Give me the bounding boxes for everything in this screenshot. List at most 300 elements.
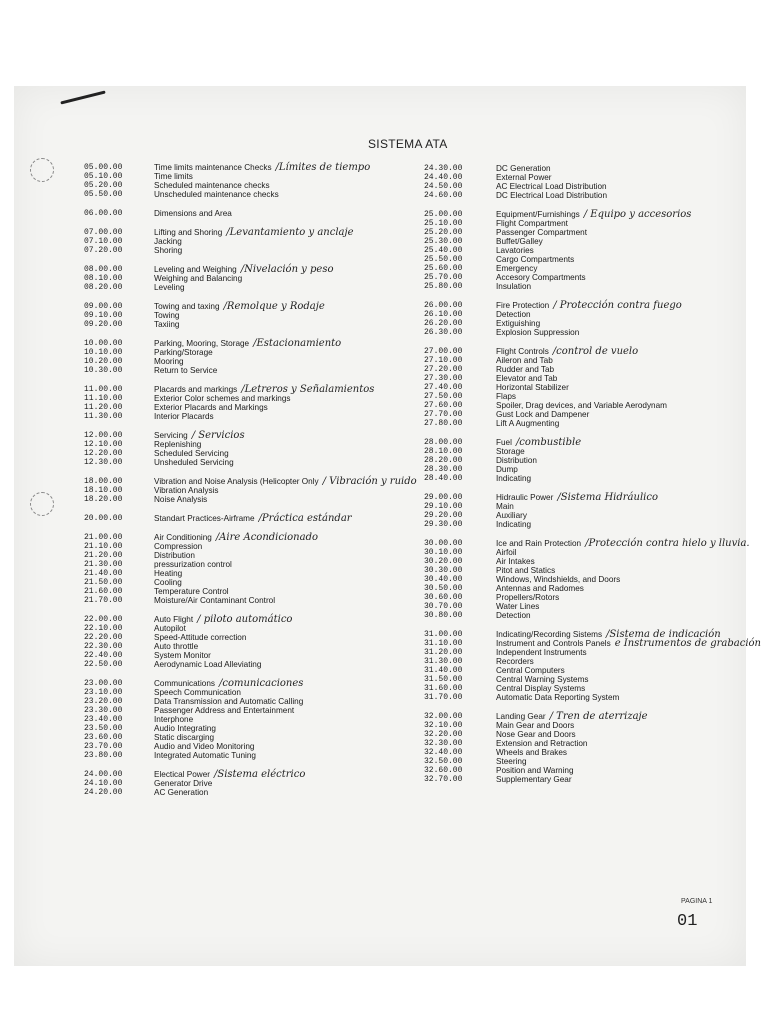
ata-label: Time limits [154, 172, 193, 181]
ata-entry-row [424, 757, 754, 766]
ata-entry-row [424, 548, 754, 557]
ata-entry-row [84, 458, 424, 467]
ata-code: 21.70.00 [84, 596, 123, 605]
ata-entry-row [84, 394, 424, 403]
ata-entry-row [84, 788, 424, 797]
ata-label: Noise Analysis [154, 495, 208, 504]
ata-code: 11.30.00 [84, 412, 123, 421]
ata-code: 28.00.00 [424, 438, 463, 447]
ata-label: Lifting and Shoring [154, 228, 223, 237]
ata-label: Towing [154, 311, 180, 320]
ata-label: Detection [496, 310, 531, 319]
ata-code: 09.10.00 [84, 311, 123, 320]
ata-code: 32.10.00 [424, 721, 463, 730]
ata-entry-row [424, 575, 754, 584]
ata-chapter-group [424, 438, 754, 483]
ata-label: Temperature Control [154, 587, 229, 596]
handwritten-note: /combustible [515, 437, 582, 448]
ata-code: 32.40.00 [424, 748, 463, 757]
ata-entry-row [84, 311, 424, 320]
ata-entry-row [424, 219, 754, 228]
ata-entry-row [84, 751, 424, 760]
ata-label: Indicating [496, 520, 532, 529]
ata-label: DC Electrical Load Distribution [496, 191, 608, 200]
ata-entry-row [424, 438, 754, 447]
ata-entry-row [424, 584, 754, 593]
ata-entry-row [424, 237, 754, 246]
ata-code: 20.00.00 [84, 514, 123, 523]
handwritten-note: / Protección contra fuego [553, 300, 682, 311]
ata-label: Central Computers [496, 666, 565, 675]
ata-code: 07.00.00 [84, 228, 123, 237]
ata-code: 31.10.00 [424, 639, 463, 648]
ata-label: Exterior Placards and Markings [154, 403, 268, 412]
ata-code: 12.30.00 [84, 458, 123, 467]
ata-label: AC Electrical Load Distribution [496, 182, 607, 191]
ata-label: Cooling [154, 578, 182, 587]
ata-entry-row [424, 210, 754, 219]
ata-code: 24.00.00 [84, 770, 123, 779]
ata-chapter-group [84, 385, 424, 421]
ata-code: 29.10.00 [424, 502, 463, 511]
handwritten-note: / Servicios [191, 430, 245, 441]
ata-code: 31.40.00 [424, 666, 463, 675]
ata-entry-row [424, 401, 754, 410]
ata-label: Unscheduled maintenance checks [154, 190, 279, 199]
ata-label: Water Lines [496, 602, 540, 611]
ata-chapter-group [424, 629, 762, 702]
ata-entry-row [84, 688, 424, 697]
handwritten-note: /Sistema Hidráulico [557, 492, 658, 503]
ata-label: Scheduled maintenance checks [154, 181, 270, 190]
ata-entry-row [84, 412, 424, 421]
ata-entry-row [84, 172, 424, 181]
ata-code: 30.50.00 [424, 584, 463, 593]
ata-label: Indicating/Recording Sistems [496, 630, 603, 639]
ata-entry-row [424, 182, 754, 191]
ata-label: Leveling [154, 283, 185, 292]
ata-code: 32.00.00 [424, 712, 463, 721]
handwritten-note: /Sistema de indicación [606, 629, 721, 640]
ata-label: Servicing [154, 431, 188, 440]
ata-entry-row [84, 715, 424, 724]
handwritten-note: /comunicaciones [218, 678, 304, 689]
ata-entry-row [84, 779, 424, 788]
ata-label: Air Conditioning [154, 533, 212, 542]
hole-punch-mark [30, 158, 54, 182]
ata-entry-row [424, 328, 754, 337]
ata-code: 24.40.00 [424, 173, 463, 182]
handwritten-note: /Aire Acondicionado [215, 532, 319, 543]
ata-label: Autopilot [154, 624, 186, 633]
ata-label: Jacking [154, 237, 182, 246]
ata-entry-row [84, 449, 424, 458]
ata-entry-row [424, 611, 754, 620]
ata-code: 30.20.00 [424, 557, 463, 566]
ata-entry-row [84, 733, 424, 742]
ata-code: 31.70.00 [424, 693, 463, 702]
ata-entry-row [424, 301, 754, 310]
handwritten-note: / Vibración y ruido [322, 476, 417, 487]
ata-entry-row [424, 319, 754, 328]
ata-code: 30.10.00 [424, 548, 463, 557]
ata-chapter-group [84, 533, 424, 605]
ata-label: Wheels and Brakes [496, 748, 567, 757]
ata-list-right-column [424, 164, 762, 794]
ata-label: Scheduled Servicing [154, 449, 229, 458]
ata-code: 23.40.00 [84, 715, 123, 724]
ata-entry-row [424, 684, 754, 693]
ata-entry-row [424, 539, 754, 548]
ata-code: 32.70.00 [424, 775, 463, 784]
ata-entry-row [424, 273, 754, 282]
ata-code: 28.10.00 [424, 447, 463, 456]
handwritten-note: / Equipo y accesorios [583, 209, 692, 220]
ata-entry-row [424, 511, 754, 520]
ata-entry-row [424, 648, 754, 657]
handwritten-note: / piloto automático [197, 614, 293, 625]
handwritten-note: /Límites de tiempo [275, 162, 371, 173]
ata-entry-row [424, 374, 754, 383]
ata-label: Buffet/Galley [496, 237, 543, 246]
ata-entry-row [424, 502, 754, 511]
ata-code: 12.00.00 [84, 431, 123, 440]
ata-code: 06.00.00 [84, 209, 123, 218]
ata-code: 07.20.00 [84, 246, 123, 255]
ata-label: Integrated Automatic Tuning [154, 751, 256, 760]
ata-label: Horizontal Stabilizer [496, 383, 569, 392]
ata-code: 27.50.00 [424, 392, 463, 401]
ata-label: Compression [154, 542, 203, 551]
ata-code: 25.30.00 [424, 237, 463, 246]
ata-label: Air Intakes [496, 557, 535, 566]
ata-code: 29.20.00 [424, 511, 463, 520]
ata-entry-row [84, 624, 424, 633]
ata-code: 18.20.00 [84, 495, 123, 504]
ata-label: Passenger Compartment [496, 228, 588, 237]
ata-label: Position and Warning [496, 766, 574, 775]
ata-entry-row [84, 385, 424, 394]
ata-chapter-group [424, 210, 754, 291]
ata-code: 30.80.00 [424, 611, 463, 620]
ata-entry-row [84, 320, 424, 329]
ata-entry-row [84, 542, 424, 551]
ata-entry-row [84, 495, 424, 504]
ata-label: DC Generation [496, 164, 551, 173]
ata-label: Recorders [496, 657, 534, 666]
ata-code: 26.20.00 [424, 319, 463, 328]
ata-label: Mooring [154, 357, 184, 366]
ata-label: Interior Placards [154, 412, 214, 421]
ata-code: 30.70.00 [424, 602, 463, 611]
ata-code: 24.50.00 [424, 182, 463, 191]
ata-code: 27.60.00 [424, 401, 463, 410]
ata-label: Automatic Data Reporting System [496, 693, 620, 702]
ata-entry-row [84, 551, 424, 560]
ata-label: Speed-Attitude correction [154, 633, 247, 642]
ata-entry-row [84, 366, 424, 375]
ata-code: 22.20.00 [84, 633, 123, 642]
handwritten-note: /Sistema eléctrico [213, 769, 306, 780]
ata-label: Auxiliary [496, 511, 527, 520]
ata-code: 30.60.00 [424, 593, 463, 602]
ata-label: Flight Compartment [496, 219, 568, 228]
ata-code: 27.40.00 [424, 383, 463, 392]
ata-code: 22.00.00 [84, 615, 123, 624]
ata-label: Storage [496, 447, 525, 456]
ata-entry-row [424, 557, 754, 566]
ata-code: 23.60.00 [84, 733, 123, 742]
ata-entry-row [84, 246, 424, 255]
ata-label: Standart Practices-Airframe [154, 514, 255, 523]
ata-label: Lift A Augmenting [496, 419, 560, 428]
ata-label: Fire Protection [496, 301, 550, 310]
handwritten-note: /Protección contra hielo y lluvia. [585, 538, 750, 549]
ata-entry-row [424, 657, 754, 666]
ata-code: 18.00.00 [84, 477, 123, 486]
ata-entry-row [424, 365, 754, 374]
ata-code: 27.20.00 [424, 365, 463, 374]
ata-entry-row [84, 587, 424, 596]
ata-label: Passenger Address and Entertainment [154, 706, 295, 715]
ata-label: Distribution [496, 456, 537, 465]
ata-label: pressurization control [154, 560, 232, 569]
handwritten-note: /Letreros y Señalamientos [241, 384, 375, 395]
ata-chapter-group [84, 431, 424, 467]
ata-code: 32.30.00 [424, 739, 463, 748]
ata-code: 22.30.00 [84, 642, 123, 651]
handwritten-note: /control de vuelo [552, 346, 639, 357]
ata-entry-row [424, 739, 754, 748]
ata-entry-row [84, 163, 424, 172]
ata-label: Detection [496, 611, 531, 620]
ata-label: Auto Flight [154, 615, 194, 624]
handwritten-note: e Instrumentos de grabación [614, 638, 762, 649]
ata-entry-row [424, 228, 754, 237]
ata-label: Main Gear and Doors [496, 721, 575, 730]
ata-entry-row [84, 403, 424, 412]
ata-label: Communications [154, 679, 215, 688]
ata-code: 21.20.00 [84, 551, 123, 560]
ata-entry-row [424, 356, 754, 365]
ata-entry-row [424, 419, 754, 428]
ata-entry-row [84, 651, 424, 660]
ata-label: Explosion Suppression [496, 328, 580, 337]
ata-entry-row [84, 486, 424, 495]
ata-label: Flight Controls [496, 347, 549, 356]
ata-code: 25.80.00 [424, 282, 463, 291]
ata-label: Supplementary Gear [496, 775, 572, 784]
ata-code: 21.50.00 [84, 578, 123, 587]
ata-label: Speech Communication [154, 688, 241, 697]
ata-code: 08.00.00 [84, 265, 123, 274]
ata-label: Audio Integrating [154, 724, 216, 733]
ata-label: Lavatories [496, 246, 534, 255]
ata-entry-row [424, 347, 754, 356]
ata-code: 09.00.00 [84, 302, 123, 311]
ata-entry-row [84, 440, 424, 449]
ata-code: 28.30.00 [424, 465, 463, 474]
ata-code: 07.10.00 [84, 237, 123, 246]
ata-entry-row [424, 693, 754, 702]
ata-label: Interphone [154, 715, 194, 724]
ata-entry-row [424, 255, 754, 264]
ata-chapter-group [84, 265, 424, 292]
ata-code: 30.30.00 [424, 566, 463, 575]
ata-label: Data Transmission and Automatic Calling [154, 697, 304, 706]
ata-code: 08.10.00 [84, 274, 123, 283]
ata-label: Replenishing [154, 440, 202, 449]
ata-entry-row [424, 675, 754, 684]
ata-entry-row [424, 246, 754, 255]
ata-label: Rudder and Tab [496, 365, 555, 374]
ata-label: Aerodynamic Load Alleviating [154, 660, 262, 669]
ata-code: 21.30.00 [84, 560, 123, 569]
ata-code: 25.40.00 [424, 246, 463, 255]
ata-label: System Monitor [154, 651, 211, 660]
ata-label: Parking/Storage [154, 348, 213, 357]
handwritten-note: /Práctica estándar [258, 513, 352, 524]
ata-label: Spoiler, Drag devices, and Variable Aerodynam [496, 401, 667, 410]
ata-entry-row [424, 721, 754, 730]
ata-code: 22.40.00 [84, 651, 123, 660]
ata-label: Main [496, 502, 514, 511]
ata-code: 05.10.00 [84, 172, 123, 181]
ata-label: Nose Gear and Doors [496, 730, 576, 739]
ata-entry-row [424, 456, 754, 465]
ata-label: Hidraulic Power [496, 493, 554, 502]
ata-label: Return to Service [154, 366, 218, 375]
ata-entry-row [84, 770, 424, 779]
ata-entry-row [84, 209, 424, 218]
ata-code: 25.60.00 [424, 264, 463, 273]
ata-code: 29.00.00 [424, 493, 463, 502]
ata-label: Audio and Video Monitoring [154, 742, 255, 751]
handwritten-note: /Levantamiento y anclaje [226, 227, 354, 238]
ata-code: 09.20.00 [84, 320, 123, 329]
ata-code: 31.20.00 [424, 648, 463, 657]
ata-chapter-group [84, 209, 424, 218]
ata-label: Time limits maintenance Checks [154, 163, 272, 172]
ata-label: Propellers/Rotors [496, 593, 560, 602]
ata-entry-row [424, 264, 754, 273]
ata-entry-row [424, 730, 754, 739]
ata-entry-row [424, 282, 754, 291]
ata-label: Indicating [496, 474, 532, 483]
ata-label: Insulation [496, 282, 532, 291]
ata-label: Central Warning Systems [496, 675, 589, 684]
ata-code: 21.10.00 [84, 542, 123, 551]
ata-code: 10.00.00 [84, 339, 123, 348]
ata-code: 23.00.00 [84, 679, 123, 688]
ata-code: 21.60.00 [84, 587, 123, 596]
ata-code: 23.30.00 [84, 706, 123, 715]
ata-label: Taxiing [154, 320, 180, 329]
ata-code: 22.50.00 [84, 660, 123, 669]
ata-code: 27.70.00 [424, 410, 463, 419]
handwritten-note: /Nivelación y peso [240, 264, 334, 275]
ata-entry-row [424, 712, 754, 721]
ata-label: Cargo Compartments [496, 255, 575, 264]
ata-code: 10.30.00 [84, 366, 123, 375]
ata-chapter-group [424, 301, 754, 337]
ata-entry-row [84, 633, 424, 642]
ata-entry-row [424, 447, 754, 456]
ata-entry-row [84, 237, 424, 246]
ata-entry-row [84, 348, 424, 357]
ata-label: Emergency [496, 264, 538, 273]
ata-label: Pitot and Statics [496, 566, 556, 575]
ata-code: 18.10.00 [84, 486, 123, 495]
ata-entry-row [84, 724, 424, 733]
ata-label: Independent Instruments [496, 648, 587, 657]
ata-chapter-group [84, 477, 424, 504]
ata-label: AC Generation [154, 788, 209, 797]
ata-entry-row [424, 310, 754, 319]
ata-label: Fuel [496, 438, 512, 447]
ata-chapter-group [84, 163, 424, 199]
ata-code: 12.10.00 [84, 440, 123, 449]
page-number: 01 [677, 912, 698, 931]
ata-label: Instrument and Controls Panels [496, 639, 611, 648]
ata-label: Extiguishing [496, 319, 541, 328]
ata-code: 26.30.00 [424, 328, 463, 337]
ata-code: 32.60.00 [424, 766, 463, 775]
handwritten-note: /Remolque y Rodaje [223, 301, 325, 312]
ata-label: Shoring [154, 246, 183, 255]
ata-label: Weighing and Balancing [154, 274, 243, 283]
ata-code: 23.20.00 [84, 697, 123, 706]
ata-label: Landing Gear [496, 712, 546, 721]
ata-label: Gust Lock and Dampener [496, 410, 590, 419]
ata-entry-row [424, 410, 754, 419]
ata-code: 24.10.00 [84, 779, 123, 788]
ata-chapter-group [424, 539, 754, 620]
ata-entry-row [84, 339, 424, 348]
ata-code: 21.40.00 [84, 569, 123, 578]
ata-label: Electical Power [154, 770, 210, 779]
ata-label: Parking, Mooring, Storage [154, 339, 250, 348]
ata-code: 25.20.00 [424, 228, 463, 237]
ata-code: 30.40.00 [424, 575, 463, 584]
ata-entry-row [424, 638, 762, 649]
ata-code: 26.10.00 [424, 310, 463, 319]
ata-label: Flaps [496, 392, 517, 401]
ata-code: 32.50.00 [424, 757, 463, 766]
ata-code: 23.50.00 [84, 724, 123, 733]
ata-code: 31.30.00 [424, 657, 463, 666]
ata-chapter-group [84, 228, 424, 255]
ata-code: 25.50.00 [424, 255, 463, 264]
ata-code: 31.00.00 [424, 630, 463, 639]
ata-label: Vibration and Noise Analysis (Helicopter Only [154, 477, 319, 486]
ata-code: 29.30.00 [424, 520, 463, 529]
hole-punch-mark [30, 492, 54, 516]
ata-code: 25.70.00 [424, 273, 463, 282]
handwritten-note: /Estacionamiento [253, 338, 342, 349]
ata-code: 23.80.00 [84, 751, 123, 760]
ata-code: 31.50.00 [424, 675, 463, 684]
ata-chapter-group [84, 302, 424, 329]
ata-entry-row [84, 357, 424, 366]
ata-code: 05.00.00 [84, 163, 123, 172]
ata-code: 28.20.00 [424, 456, 463, 465]
ata-entry-row [424, 392, 754, 401]
ata-label: Ice and Rain Protection [496, 539, 582, 548]
ata-label: Distribution [154, 551, 195, 560]
ata-entry-row [84, 265, 424, 274]
ata-entry-row [424, 593, 754, 602]
